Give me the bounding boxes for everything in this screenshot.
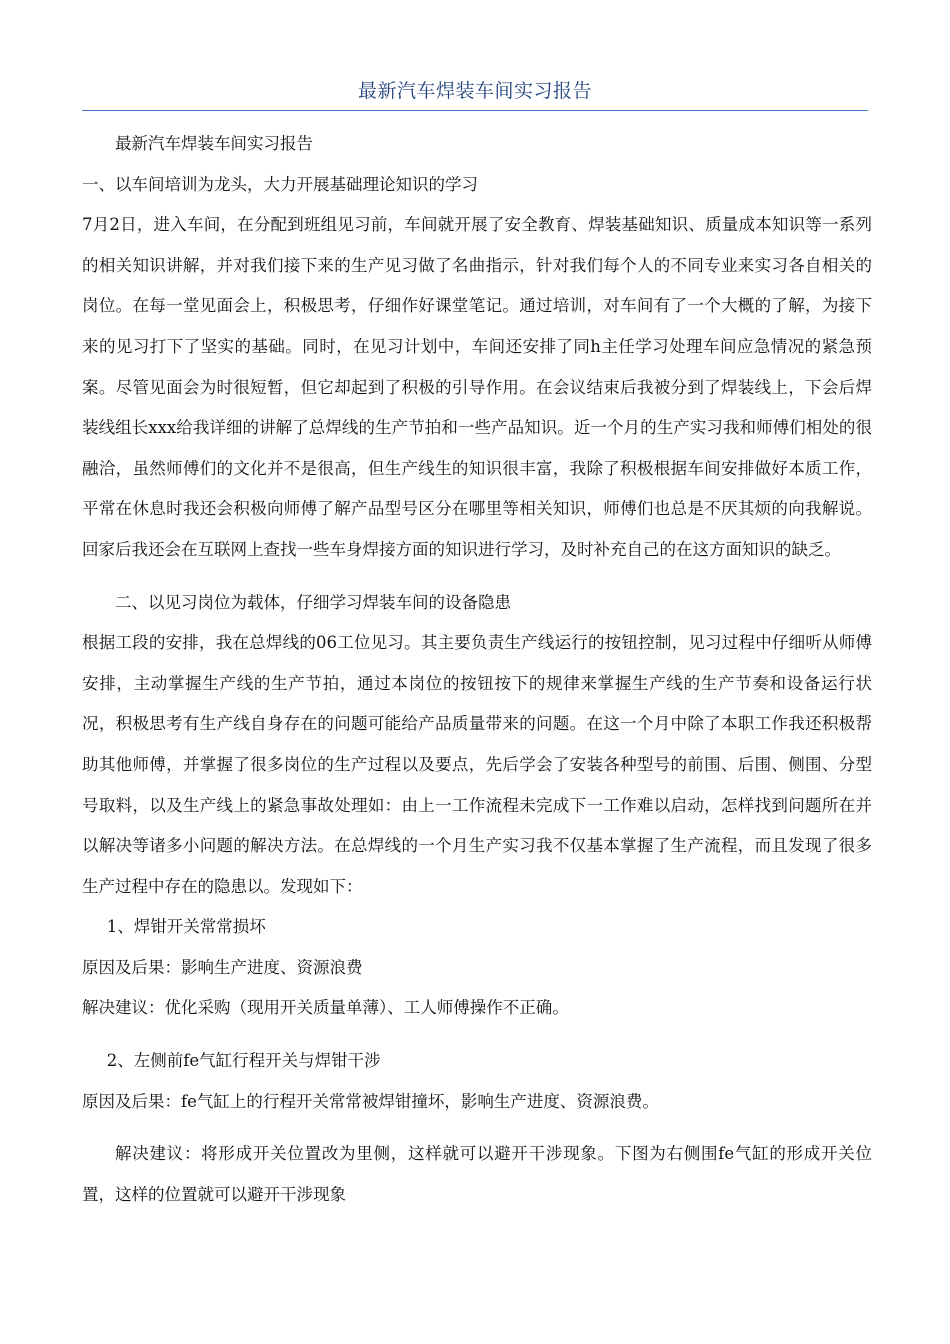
page-header [82, 78, 868, 111]
item2-solution: 解决建议：将形成开关位置改为里侧，这样就可以避开干涉现象。下图为右侧围fe气缸的形成开关位置，这样的位置就可以避开干涉现象 [82, 1144, 872, 1204]
document-body [82, 124, 872, 1215]
header-title: 最新汽车焊装车间实习报告 [357, 80, 592, 102]
document-subtitle: 最新汽车焊装车间实习报告 [115, 134, 313, 153]
item1-solution: 解决建议：优化采购（现用开关质量单薄）、工人师傅操作不正确。 [82, 998, 569, 1018]
item1-heading: 1、焊钳开关常常损坏 [106, 917, 266, 937]
item2-cause: 原因及后果：fe气缸上的行程开关常常被焊钳撞坏，影响生产进度、资源浪费。 [82, 1091, 659, 1111]
section2-paragraph: 根据工段的安排，我在总焊线的06工位见习。其主要负责生产线运行的按钮控制，见习过程中仔细听从师傅安排，主动掌握生产线的生产节拍，通过本岗位的按钮按下的规律来掌握生产线的生产节奏和设备运行状况，积极思考有生产线自身存在的问题可能给产品质量带来的问题。在这一个月中除了本职工作我还积极帮助其他师傅，并掌握了很多岗位的生产过程以及要点，先后学会了安装各种型号的前围、后围、侧围、分型号取料，以及生产线上的紧急事故处理如：由上一工作流程未完成下一工作难以启动，怎样找到问题所在并以解决等诸多小问题的解决方法。在总焊线的一个月生产实习我不仅基本掌握了生产流程，而且发现了很多生产过程中存在的隐患以。发现如下： [82, 633, 872, 896]
item1-cause: 原因及后果：影响生产进度、资源浪费 [82, 957, 363, 977]
item2-heading: 2、左侧前fe气缸行程开关与焊钳干涉 [106, 1051, 381, 1071]
section2-heading: 二、以见习岗位为载体，仔细学习焊装车间的设备隐患 [115, 592, 511, 612]
section1-heading: 一、以车间培训为龙头，大力开展基础理论知识的学习 [82, 174, 478, 194]
section1-paragraph: 7月2日，进入车间，在分配到班组见习前，车间就开展了安全教育、焊装基础知识、质量成本知识等一系列的相关知识讲解，并对我们接下来的生产见习做了名曲指示，针对我们每个人的不同专业来实习各自相关的岗位。在每一堂见面会上，积极思考，仔细作好课堂笔记。通过培训，对车间有了一个大概的了解，为接下来的见习打下了坚实的基础。同时，在见习计划中，车间还安排了同h主任学习处理车间应急情况的紧急预案。尽管见面会为时很短暂，但它却起到了积极的引导作用。在会议结束后我被分到了焊装线上，下会后焊装线组长xxx给我详细的讲解了总焊线的生产节拍和一些产品知识。近一个月的生产实习我和师傅们相处的很融洽，虽然师傅们的文化并不是很高，但生产线生的知识很丰富，我除了积极根据车间安排做好本质工作，平常在休息时我还会积极向师傅了解产品型号区分在哪里等相关知识，师傅们也总是不厌其烦的向我解说。回家后我还会在互联网上查找一些车身焊接方面的知识进行学习，及时补充自己的在这方面知识的缺乏。 [82, 215, 872, 559]
